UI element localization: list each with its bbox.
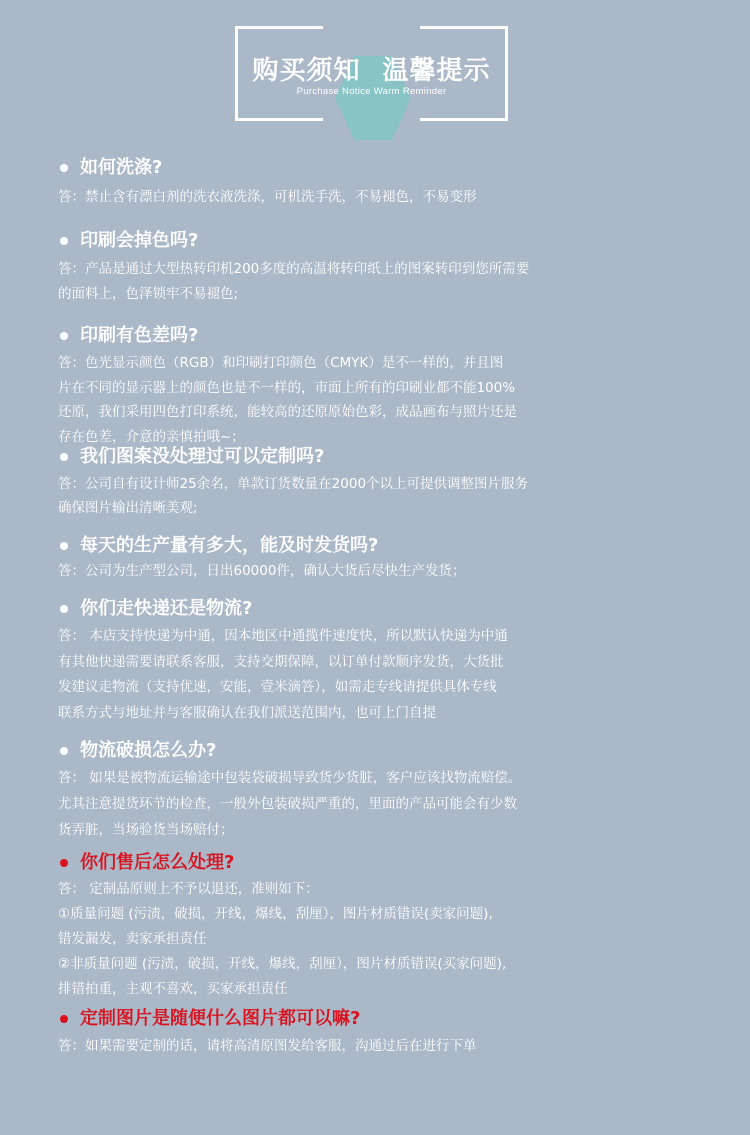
answer-line: 答：产品是通过大型热转印机200多度的高温将转印纸上的图案转印到您所需要 [58,261,530,277]
faq-item-any-picture [58,1006,718,1058]
faq-item-after-sales [58,850,718,1002]
answer-line: ②非质量问题 (污渍，破损，开线，爆线，刮厘），图片材质错误(买家问题), [58,956,507,972]
faq-question [58,738,718,764]
faq-answer [58,1034,718,1058]
answer-line: 答：如果需要定制的话，请将高清原图发给客服，沟通过后在进行下单 [58,1038,477,1054]
question-text: 印刷有色差吗? [80,325,199,346]
faq-item-fading [58,228,718,307]
answer-line: 错发漏发，卖家承担责任 [58,931,207,947]
faq-question [58,228,718,254]
faq-answer [58,877,718,1002]
bullet-dot [60,747,68,755]
faq-item-production [58,533,718,583]
bullet-dot [60,605,68,613]
answer-line: 的面料上，色泽锁牢不易褪色; [58,286,239,302]
faq-answer [58,351,718,449]
answer-line: 片在不同的显示器上的颜色也是不一样的，市面上所有的印刷业都不能100% [58,379,516,396]
faq-item-shipping [58,596,718,726]
faq-answer [58,624,718,726]
answer-line: 发建议走物流（支持优速，安能，壹米滴答），如需走专线请提供具体专线 [58,679,497,695]
question-text: 如何洗涤? [80,157,163,178]
answer-line: 尤其注意提货环节的检查，一般外包装破损严重的，里面的产品可能会有少数 [58,796,517,812]
faq-item-color-difference [58,323,718,449]
faq-answer [58,559,718,583]
page-title [233,50,510,87]
question-text: 定制图片是随便什么图片都可以嘛? [80,1008,361,1029]
answer-line: 答：禁止含有漂白剂的洗衣液洗涤，可机洗手洗，不易褪色，不易变形 [58,189,477,205]
faq-question [58,533,718,559]
answer-line: 答：色光显示颜色（RGB）和印刷打印颜色（CMYK）是不一样的，并且图 [58,355,504,371]
faq-question [58,155,718,181]
answer-line: 答： 定制品原则上不予以退还，准则如下： [58,881,319,897]
question-text: 我们图案没处理过可以定制吗? [80,446,325,467]
answer-line: 答： 本店支持快递为中通，因本地区中通揽件速度快，所以默认快递为中通 [58,628,508,644]
faq-question [58,850,718,876]
bullet-dot [60,453,68,461]
faq-item-damage [58,738,718,843]
answer-line: ①质量问题 (污渍，破损，开线，爆线，刮厘），图片材质错误(卖家问题), [58,906,493,922]
title-purchase-notice: 购买须知 [252,56,361,86]
question-text: 你们走快递还是物流? [80,598,253,619]
faq-item-custom-pattern [58,444,718,520]
answer-line: 有其他快递需要请联系客服，支持交期保障，以订单付款顺序发货，大货批 [58,653,504,670]
question-text: 物流破损怎么办? [80,740,217,761]
faq-question [58,1006,718,1032]
faq-question [58,444,718,470]
answer-line: 货弄脏，当场验货当场赔付； [58,822,234,838]
question-text: 印刷会掉色吗? [80,230,199,251]
faq-answer [58,472,718,520]
answer-line: 联系方式与地址并与客服确认在我们派送范围内，也可上门自提 [58,704,436,721]
answer-line: 存在色差，介意的亲慎拍哦~； [58,428,245,445]
bullet-dot [60,1015,68,1023]
answer-line: 确保图片输出清晰美观; [58,500,198,516]
title-warm-reminder: 温馨提示 [382,56,491,86]
question-text: 你们售后怎么处理? [80,852,235,873]
faq-answer [58,257,718,307]
faq-answer [58,185,718,209]
bullet-dot [60,237,68,245]
faq-question [58,323,718,349]
faq-question [58,596,718,622]
bullet-dot [60,859,68,867]
question-text: 每天的生产量有多大，能及时发货吗? [80,535,379,556]
answer-line: 排错拍重，主观不喜欢，买家承担责任 [58,981,288,997]
bullet-dot [60,164,68,172]
answer-line: 还原，我们采用四色打印系统，能较高的还原原始色彩，成品画布与照片还是 [58,404,517,420]
answer-line: 答： 如果是被物流运输途中包装袋破损导致货少货脏，客户应该找物流赔偿。 [58,770,522,786]
bullet-dot [60,332,68,340]
answer-line: 答：公司自有设计师25余名，单款订货数量在2000个以上可提供调整图片服务 [58,476,529,492]
header-banner [233,24,510,124]
page-subtitle: Purchase Notice Warm Reminder [296,86,447,97]
answer-line: 答：公司为生产型公司，日出60000件，确认大货后尽快生产发货； [58,563,466,579]
bullet-dot [60,542,68,550]
faq-answer [58,765,718,843]
faq-item-washing [58,155,718,209]
